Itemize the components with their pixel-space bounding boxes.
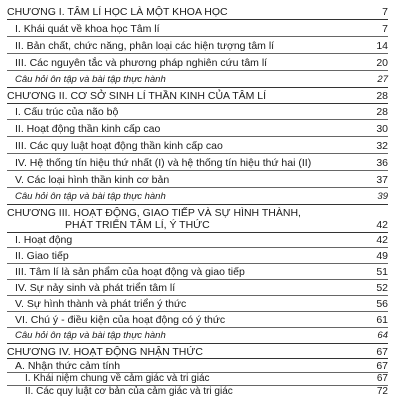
- toc-entry: [7, 314, 388, 326]
- divider: [7, 358, 388, 359]
- page-number: 36: [376, 157, 388, 169]
- toc-entry: [7, 123, 388, 135]
- chapter-title: CHƯƠNG II. CƠ SỞ SINH LÍ THẦN KINH CỦA TÂM LÍ: [7, 90, 267, 102]
- page-number: 7: [382, 23, 388, 35]
- divider: [7, 247, 388, 248]
- chapter-3-heading-line-2: [7, 219, 388, 231]
- page-number: 49: [376, 250, 388, 262]
- entry-label: V. Sự hình thành và phát triển ý thức: [15, 298, 187, 310]
- page-number: 52: [376, 282, 388, 294]
- entry-label: III. Các nguyên tắc và phương pháp nghiên cứu tâm lí: [15, 57, 268, 69]
- page-number: 67: [376, 373, 388, 384]
- entry-label: II. Giao tiếp: [15, 250, 69, 262]
- chapter-title: CHƯƠNG IV. HOẠT ĐỘNG NHẬN THỨC: [7, 346, 203, 358]
- review-entry: [7, 191, 388, 203]
- toc-entry: [7, 106, 388, 118]
- chapter-title: CHƯƠNG I. TÂM LÍ HỌC LÀ MỘT KHOA HỌC: [7, 6, 228, 18]
- page-number: 61: [376, 314, 388, 326]
- toc-entry: [7, 298, 388, 310]
- toc-entry: [7, 23, 388, 35]
- page-number: 42: [376, 219, 388, 231]
- divider: [7, 70, 388, 71]
- chapter-3-heading: [7, 207, 388, 219]
- entry-label: I. Khái quát về khoa học Tâm lí: [15, 23, 160, 35]
- toc-entry: [7, 373, 388, 385]
- divider: [7, 343, 388, 344]
- divider: [7, 136, 388, 137]
- divider: [7, 311, 388, 312]
- divider: [7, 263, 388, 264]
- page-number: 51: [376, 266, 388, 278]
- page-number: 64: [377, 330, 388, 341]
- page-number: 28: [376, 90, 388, 102]
- entry-label: II. Các quy luật cơ bản của cảm giác và tri giác: [25, 386, 233, 397]
- page-number: 32: [376, 140, 388, 152]
- page-number: 30: [376, 123, 388, 135]
- entry-label: IV. Hệ thống tín hiệu thứ nhất (I) và hệ thống tín hiệu thứ hai (II): [15, 157, 312, 169]
- divider: [7, 53, 388, 54]
- page-number: 56: [376, 298, 388, 310]
- page-number: 27: [377, 74, 388, 85]
- toc-entry: [7, 386, 388, 398]
- page-number: 7: [382, 6, 388, 18]
- entry-label: II. Hoạt động thần kinh cấp cao: [15, 123, 161, 135]
- entry-label: Câu hỏi ôn tập và bài tập thực hành: [15, 74, 166, 85]
- chapter-4-heading: [7, 346, 388, 358]
- entry-label: I. Hoạt động: [15, 234, 73, 246]
- page-number: 28: [376, 106, 388, 118]
- toc-entry: [7, 174, 388, 186]
- divider: [7, 232, 388, 233]
- divider: [7, 187, 388, 188]
- entry-label: VI. Chú ý - điều kiện của hoạt động có ý thức: [15, 314, 226, 326]
- entry-label: Câu hỏi ôn tập và bài tập thực hành: [15, 330, 166, 341]
- chapter-title: CHƯƠNG III. HOẠT ĐỘNG, GIAO TIẾP VÀ SỰ HÌNH THÀNH,: [7, 207, 301, 219]
- divider: [7, 36, 388, 37]
- page-number: 42: [376, 234, 388, 246]
- toc-entry: [7, 266, 388, 278]
- toc-entry: [7, 282, 388, 294]
- page-number: 20: [376, 57, 388, 69]
- entry-label: II. Bản chất, chức năng, phân loại các hiện tượng tâm lí: [15, 40, 275, 52]
- entry-label: III. Các quy luật hoạt động thần kinh cấp cao: [15, 140, 223, 152]
- entry-label: I. Khái niệm chung về cảm giác và tri giác: [25, 373, 210, 384]
- section-heading: [7, 360, 388, 372]
- page-number: 67: [376, 346, 388, 358]
- review-entry: [7, 330, 388, 342]
- toc-entry: [7, 57, 388, 69]
- toc-entry: [7, 250, 388, 262]
- toc-entry: [7, 157, 388, 169]
- chapter-1-heading: [7, 6, 388, 18]
- divider: [7, 153, 388, 154]
- toc-entry: [7, 40, 388, 52]
- entry-label: V. Các loại hình thần kinh cơ bản: [15, 174, 170, 186]
- entry-label: III. Tâm lí là sản phẩm của hoạt động và giao tiếp: [15, 266, 245, 278]
- toc-entry: [7, 140, 388, 152]
- divider: [7, 19, 388, 20]
- page-number: 14: [376, 40, 388, 52]
- divider: [7, 327, 388, 328]
- divider: [7, 103, 388, 104]
- divider: [7, 119, 388, 120]
- entry-label: IV. Sự nảy sinh và phát triển tâm lí: [15, 282, 176, 294]
- page-number: 67: [376, 360, 388, 372]
- entry-label: Câu hỏi ôn tập và bài tập thực hành: [15, 191, 166, 202]
- divider: [7, 295, 388, 296]
- page-number: 37: [376, 174, 388, 186]
- toc-entry: [7, 234, 388, 246]
- divider: [7, 87, 388, 88]
- page-number: 39: [377, 191, 388, 202]
- divider: [7, 204, 388, 205]
- divider: [7, 279, 388, 280]
- divider: [7, 170, 388, 171]
- page-number: 72: [376, 386, 388, 397]
- entry-label: I. Cấu trúc của não bộ: [15, 106, 119, 118]
- chapter-title-continued: PHÁT TRIỂN TÂM LÍ, Ý THỨC: [65, 219, 210, 231]
- section-label: A. Nhận thức cảm tính: [15, 360, 121, 372]
- review-entry: [7, 74, 388, 86]
- chapter-2-heading: [7, 90, 388, 102]
